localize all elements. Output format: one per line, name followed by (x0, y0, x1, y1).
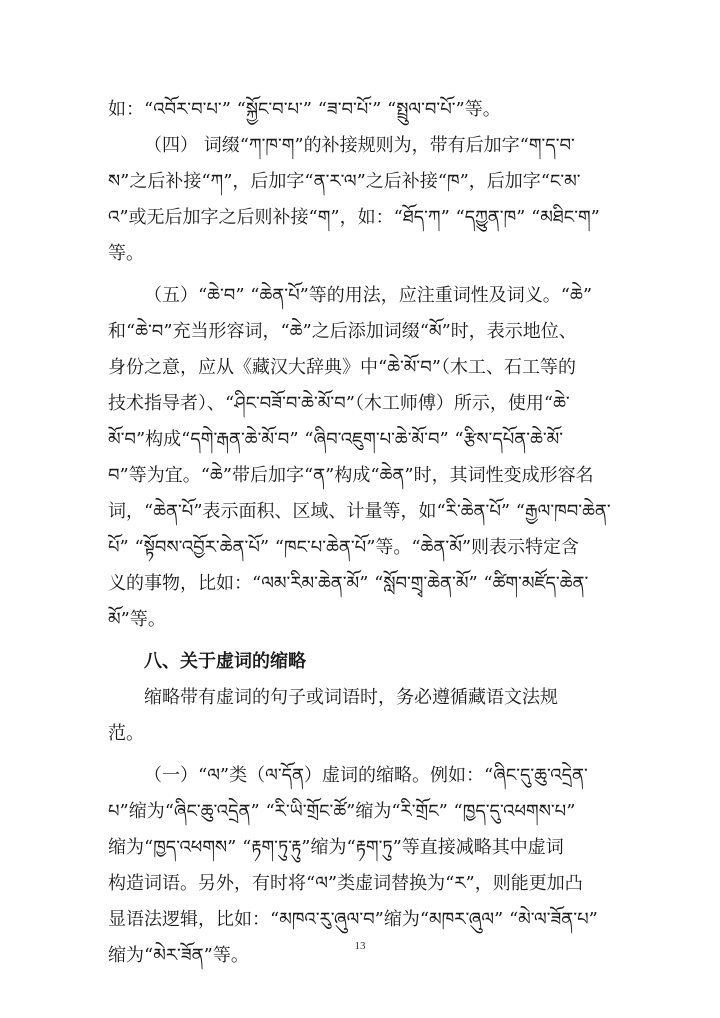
section-heading-eight (108, 644, 620, 680)
text-line: 显语法逻辑，比如：“མཁའ་རུ་ཞུལ་བ”缩为“མཁར་ཞུལ” “མེ་ལ་ཟོན་པ” (108, 909, 598, 930)
text-line: པོ” “སྟོབས་འབྱོར་ཆེན་པོ” “ཁང་པ་ཆེན་པོ”等。“ཆེན་མོ”则表示特定含 (108, 537, 580, 558)
text-line: 技术指导者）、“ཤིང་བཟོ་བ་ཆེ་མོ་བ”（木工师傅）所示，使用“ཆེ་ (108, 393, 570, 414)
text-line: 缩略带有虚词的句子或词语时，务必遵循藏语文法规 (144, 687, 558, 708)
text-line: 义的事物，比如：“ལམ་རིམ་ཆེན་མོ” “སློབ་གྲྭ་ཆེན་མོ” “ཚིག་མཛོད་ཆེན་ (108, 573, 589, 594)
paragraph-four (108, 128, 620, 272)
paragraph-example-list (108, 92, 620, 128)
paragraph-five (108, 278, 620, 638)
text-line: 缩为“ཁྱད་འཕགས” “རྟག་ཏུ་རྟུ”缩为“རྟག་ཏུ”等直接减略其中虚词 (108, 837, 564, 858)
text-line: མོ”等。 (108, 609, 166, 630)
text-line: 如：“འབོར་བ་པ་” “སྐྱོང་བ་པ་” “ཟ་བ་པོ་” “སྤྲུལ་བ་པོ་”等。 (108, 99, 501, 120)
text-line: 构造词语。另外，有时将“ལ”类虚词替换为“ར”，则能更加凸 (108, 873, 583, 894)
text-line: （四） 词缀“ཀ་ཁ་ག”的补接规则为，带有后加字“ག་ད་བ་ (144, 135, 575, 156)
text-line: འ”或无后加字之后则补接“ག”，如：“ཐོད་ཀ” “དཀྱུན་ཁ” “མཐིང་ག” (108, 207, 600, 228)
text-line: པ”缩为“ཞིང་ཆུ་འདྲེན” “རི་ཡི་གྲོང་ཚོ”缩为“རི་གྲོང” “ཁྱད་དུ་འཕགས་པ” (108, 801, 576, 822)
paragraph-abbreviation-intro (108, 680, 620, 752)
text-line: （五）“ཆེ་བ” “ཆེན་པོ”等的用法，应注重词性及词义。“ཆེ” (144, 285, 593, 306)
text-line: 等。 (108, 243, 144, 264)
page-body (108, 92, 620, 974)
text-line: བ”等为宜。“ཆེ”带后加字“ན”构成“ཆེན”时，其词性变成形容名 (108, 465, 594, 486)
text-line: 身份之意，应从《藏汉大辞典》中“ཆེ་མོ་བ”（木工、石工等的 (108, 357, 576, 378)
text-line: མོ་བ”构成“དགེ་རྒན་ཆེ་མོ་བ” “ཞིབ་འཇུག་པ་ཆེ་མོ་བ” “རྩིས་དཔོན་ཆེ་མོ་ (108, 429, 564, 450)
page-number: 13 (354, 940, 366, 952)
text-line: 缩为“མེར་ཟོན”等。 (108, 945, 249, 966)
text-line: （一）“ལ”类（ལ་དོན）虚词的缩略。例如：“ཞིང་དུ་ཆུ་འདྲེན་ (144, 765, 588, 786)
text-line: 词，“ཆེན་པོ”表示面积、区域、计量等，如“རི་ཆེན་པོ” “རྒྱལ་ཁབ་ཆེན་ (108, 501, 611, 522)
text-line: 和“ཆེ་བ”充当形容词，“ཆེ”之后添加词缀“མོ”时，表示地位、 (108, 321, 577, 342)
text-line: 范。 (108, 723, 144, 744)
text-line: ས”之后补接“ཀ”，后加字“ན་ར་ལ”之后补接“ཁ”，后加字“ང་མ་ (108, 171, 581, 192)
section-heading: 八、关于虚词的缩略 (144, 651, 306, 672)
